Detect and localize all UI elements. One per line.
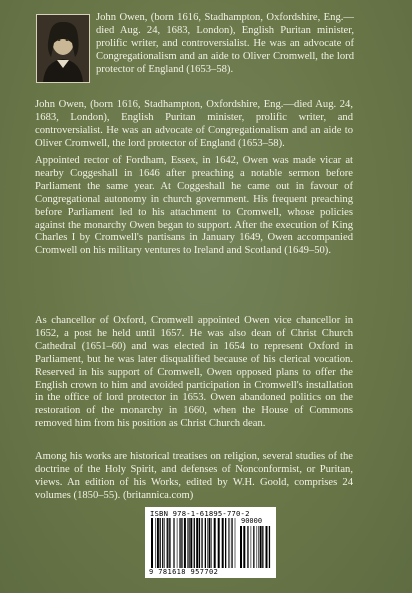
- barcode-bar: [269, 526, 270, 568]
- barcode-addon-icon: [240, 526, 271, 568]
- barcode-bar: [179, 518, 180, 568]
- barcode-bar: [194, 518, 195, 568]
- barcode-bar: [170, 518, 171, 568]
- barcode-bar: [251, 526, 252, 568]
- barcode-bar: [173, 518, 174, 568]
- barcode-bar: [188, 518, 189, 568]
- barcode-bar: [209, 518, 211, 568]
- barcode-bar: [151, 518, 153, 568]
- barcode-bar: [222, 518, 224, 568]
- barcode-bar: [240, 526, 242, 568]
- barcode-bar: [258, 526, 259, 568]
- barcode-bar: [207, 518, 208, 568]
- bio-paragraph: John Owen, (born 1616, Stadhampton, Oxfordshire, Eng.—died Aug. 24, 1683, London), English Puritan minister, prolific writer, and controversialist. He was an advocate of Congregationalism and an aide to Oliver Cromwell, the lord protector of England (1653–58).: [35, 99, 353, 149]
- barcode-bar: [253, 526, 254, 568]
- barcode-bar: [218, 518, 220, 568]
- barcode-ean-number: 9 781618 957702: [149, 568, 219, 576]
- barcode-graphic-icon: [151, 518, 237, 568]
- barcode-bar: [225, 518, 226, 568]
- author-portrait: [36, 14, 90, 83]
- rector-paragraph: Appointed rector of Fordham, Essex, in 1642, Owen was made vicar at nearby Coggeshall in 1646 after preaching a notable sermon before Parliament the same year. At Coggeshall he came out in favour of Congregational autonomy in church government. His frequent preaching before Parliament led to his attachment to Cromwell, whose policies against the monarchy Owen began to support. After the execution of King Charles I by Cromwell's partisans in January 1649, Owen accompanied Cromwell on his military ventures to Ireland and Scotland (1649–50).: [35, 155, 353, 257]
- barcode-bar: [211, 518, 212, 568]
- barcode-bar: [164, 518, 165, 568]
- barcode-bar: [228, 518, 229, 568]
- barcode-bar: [201, 518, 202, 568]
- barcode-bar: [230, 518, 231, 568]
- barcode-bar: [243, 526, 245, 568]
- barcode-bar: [167, 518, 168, 568]
- barcode-bar: [214, 518, 216, 568]
- chancellor-paragraph: As chancellor of Oxford, Cromwell appointed Owen vice chancellor in 1652, a post he held until 1657. He was also dean of Christ Church Cathedral (1651–60) and was elected in 1654 to represent Oxford in Parliament, but he was later disqualified because of his clerical vocation. Reserved in his support of Cromwell, Owen opposed plans to offer the English crown to him and avoided participation in Cromwell's installation in the office of lord protector in 1653. Owen abandoned politics on the restoration of the monarchy in 1660, when the House of Commons removed him from his position as Christ Church dean.: [35, 315, 353, 430]
- barcode-bar: [169, 518, 170, 568]
- isbn-label: ISBN 978-1-61895-770-2: [150, 509, 250, 518]
- barcode-bar: [235, 518, 236, 568]
- barcode-bar: [157, 518, 159, 568]
- barcode-bar: [260, 526, 262, 568]
- barcode-bar: [196, 518, 198, 568]
- barcode-addon-number: 90000: [241, 517, 263, 525]
- barcode-bar: [231, 518, 232, 568]
- barcode-bar: [187, 518, 188, 568]
- barcode-bar: [257, 526, 258, 568]
- barcode-bar: [160, 518, 161, 568]
- portrait-engraving-icon: [37, 15, 89, 82]
- barcode-bar: [247, 526, 248, 568]
- isbn-barcode: [145, 507, 276, 578]
- intro-paragraph: John Owen, (born 1616, Stadhampton, Oxfordshire, Eng.—died Aug. 24, 1683, London), English Puritan minister, prolific writer, and controversialist. He was an advocate of Congregationalism and an aide to Oliver Cromwell, the lord protector of England (1653–58).: [96, 12, 354, 75]
- barcode-bar: [266, 526, 268, 568]
- barcode-bar: [205, 518, 206, 568]
- barcode-bar: [199, 518, 200, 568]
- barcode-bar: [181, 518, 182, 568]
- barcode-bar: [184, 518, 186, 568]
- barcode-bar: [174, 518, 175, 568]
- barcode-bar: [262, 526, 263, 568]
- barcode-bar: [177, 518, 178, 568]
- barcode-bar: [190, 518, 192, 568]
- barcode-bar: [155, 518, 156, 568]
- barcode-bar: [162, 518, 163, 568]
- works-paragraph: Among his works are historical treatises on religion, several studies of the doctrine of the Holy Spirit, and defenses of Nonconformist, or Puritan, views. An edition of his Works, edited by W.H. Goold, comprises 24 volumes (1850–55). (britannica.com): [35, 451, 353, 501]
